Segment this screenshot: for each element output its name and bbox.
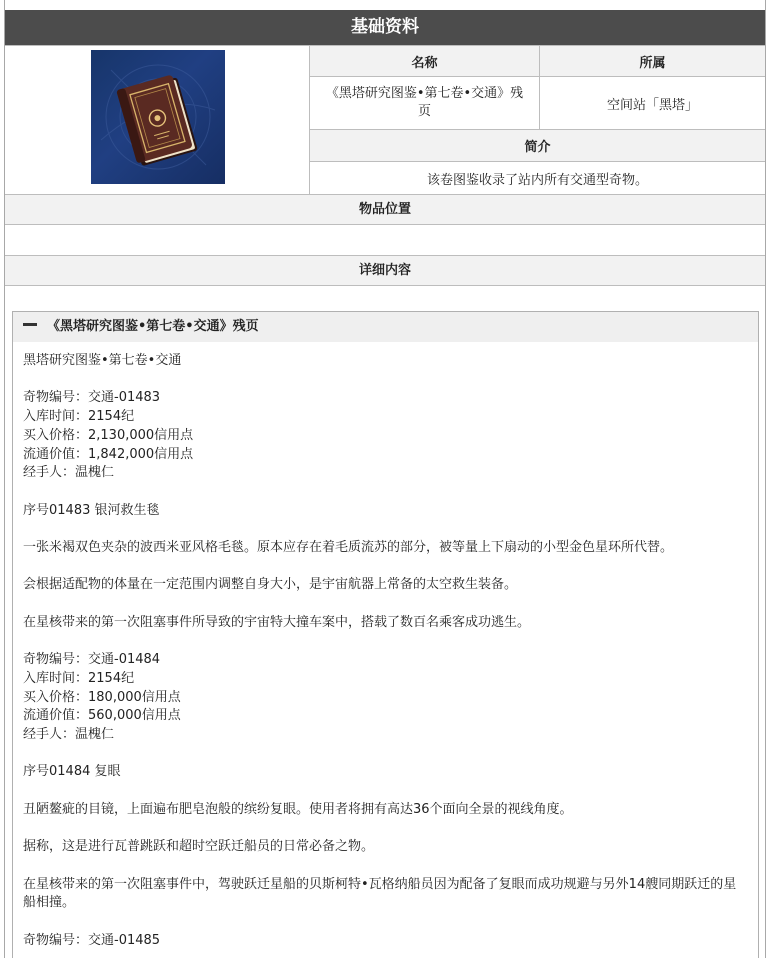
entry-paragraph: 会根据适配物的体量在一定范围内调整自身大小，是宇宙航器上常备的太空救生装备。 [23, 577, 518, 593]
entry-heading: 序号01483 银河救生毯 [23, 502, 160, 518]
item-infobox [4, 0, 766, 958]
entry-meta-line: 流通价值：560,000信用点 [23, 708, 181, 724]
entry-heading: 序号01484 复眼 [23, 764, 121, 780]
collapse-icon[interactable] [23, 323, 37, 326]
intro-header: 简介 [310, 130, 765, 162]
book-title: 黑塔研究图鉴•第七卷•交通 [23, 353, 182, 368]
item-affiliation[interactable]: 空间站「黑塔」 [540, 77, 765, 130]
panel-title: 《黑塔研究图鉴•第七卷•交通》残页 [47, 319, 259, 334]
entry-meta-line: 经手人：温槐仁 [23, 465, 115, 481]
entry-meta-line: 买入价格：180,000信用点 [23, 689, 181, 705]
panel-body [13, 342, 758, 950]
entry-meta-line: 入库时间：2154纪 [23, 670, 135, 686]
section-title: 基础资料 [5, 10, 765, 45]
detail-panel [12, 311, 759, 958]
item-intro: 该卷图鉴收录了站内所有交通型奇物。 [426, 173, 648, 188]
entry-meta-line: 经手人：温槐仁 [23, 726, 115, 742]
affiliation-header: 所属 [540, 46, 765, 77]
item-info-table [5, 45, 765, 195]
location-header: 物品位置 [5, 194, 765, 225]
location-value [5, 225, 765, 255]
entry-paragraph: 一张米褐双色夹杂的波西米亚风格毛毯。原本应存在着毛质流苏的部分，被等量上下扇动的小型金色星环所代替。 [23, 539, 674, 555]
entry-paragraph: 在星核带来的第一次阻塞事件中，驾驶跃迁星船的贝斯柯特•瓦格纳船员因为配备了复眼而成功规避与另外14艘同期跃迁的星船相撞。 [23, 876, 737, 911]
panel-header[interactable] [13, 312, 758, 342]
name-header: 名称 [310, 46, 540, 77]
detail-header: 详细内容 [5, 255, 765, 286]
entry-paragraph: 据称，这是进行瓦普跳跃和超时空跃迁船员的日常必备之物。 [23, 839, 375, 855]
item-name: 《黑塔研究图鉴•第七卷•交通》残页 [310, 77, 540, 130]
entry-meta-line: 流通价值：1,842,000信用点 [23, 446, 194, 462]
entry-meta-line: 奇物编号：交通-01484 [23, 652, 161, 668]
entry-meta-line: 入库时间：2154纪 [23, 409, 135, 425]
entry-paragraph: 在星核带来的第一次阻塞事件所导致的宇宙特大撞车案中，搭载了数百名乘客成功逃生。 [23, 614, 531, 630]
entry-meta-line: 买入价格：2,130,000信用点 [23, 427, 194, 443]
entry-paragraph: 丑陋鳌疵的目镜，上面遍布肥皂泡般的缤纷复眼。使用者将拥有高达36个面向全景的视线角度。 [23, 801, 573, 817]
item-image-cell [5, 46, 310, 195]
entry-meta-line: 奇物编号：交通-01485 [23, 932, 161, 948]
book-icon [91, 50, 225, 184]
entry-meta-line: 奇物编号：交通-01483 [23, 390, 161, 406]
